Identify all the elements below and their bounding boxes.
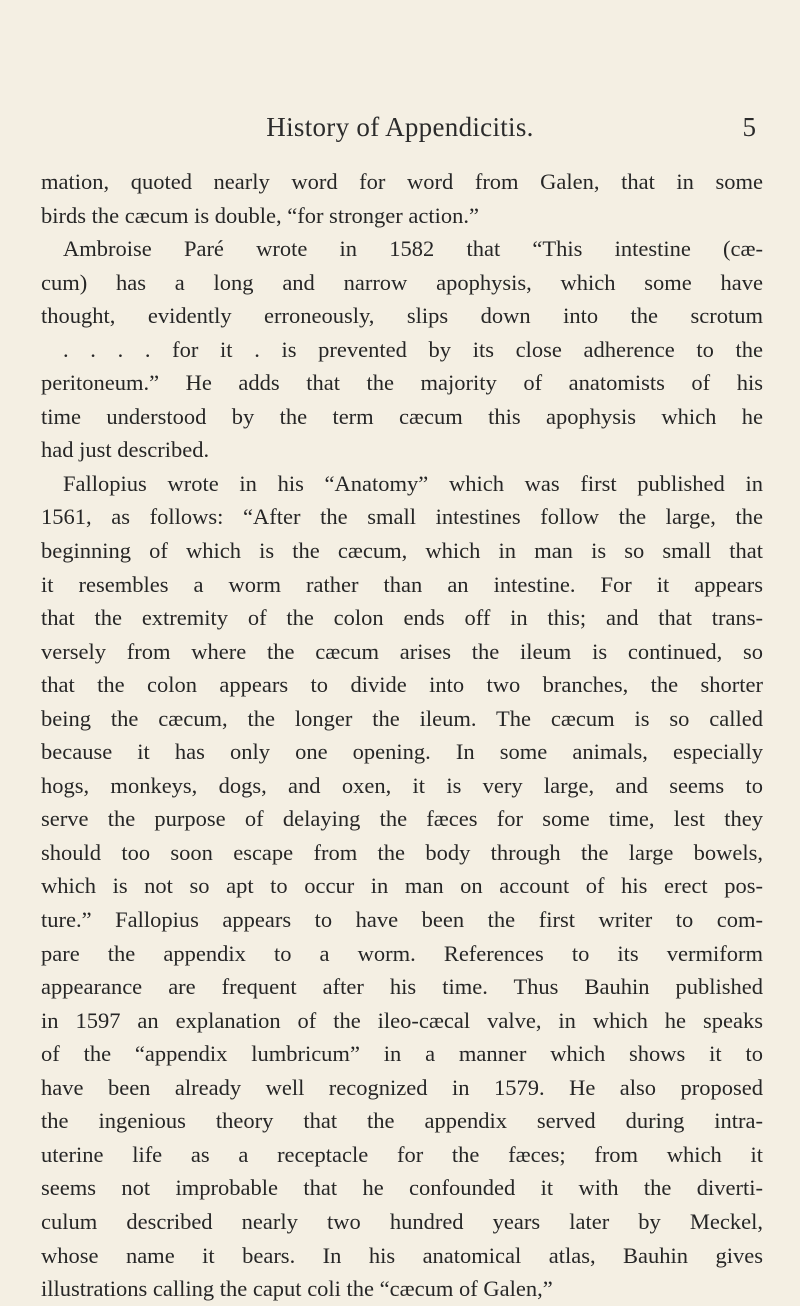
text-line: ture.” Fallopius appears to have been the first writer to com-	[41, 907, 763, 933]
text-line: illustrations calling the caput coli the “cæcum of Galen,”	[41, 1276, 553, 1302]
page-header	[40, 112, 760, 152]
text-line: it resembles a worm rather than an intestine. For it appears	[41, 571, 763, 597]
text-line: the ingenious theory that the appendix served during intra-	[41, 1108, 763, 1134]
text-line: peritoneum.” He adds that the majority of anatomists of his	[41, 370, 763, 396]
text-line: hogs, monkeys, dogs, and oxen, it is very large, and seems to	[41, 772, 763, 798]
text-line: have been already well recognized in 1579. He also proposed	[41, 1074, 763, 1100]
text-line: whose name it bears. In his anatomical atlas, Bauhin gives	[41, 1242, 763, 1268]
text-line: Fallopius wrote in his “Anatomy” which was first published in	[63, 470, 763, 496]
body-text	[41, 165, 763, 1306]
text-line: birds the cæcum is double, “for stronger action.”	[41, 202, 480, 228]
text-line: seems not improbable that he confounded it with the diverti-	[41, 1175, 763, 1201]
text-line: Ambroise Paré wrote in 1582 that “This intestine (cæ-	[63, 236, 763, 262]
text-line: which is not so apt to occur in man on account of his erect pos-	[41, 873, 763, 899]
text-line: 1561, as follows: “After the small intestines follow the large, the	[41, 504, 763, 530]
text-line: culum described nearly two hundred years later by Meckel,	[41, 1208, 763, 1234]
page-number: 5	[742, 112, 756, 142]
text-line: beginning of which is the cæcum, which in man is so small that	[41, 538, 763, 564]
running-head: History of Appendicitis.	[266, 112, 534, 142]
text-line: pare the appendix to a worm. References to its vermiform	[41, 940, 763, 966]
text-line: . . . . for it . is prevented by its close adherence to the	[63, 336, 763, 362]
text-line: being the cæcum, the longer the ileum. The cæcum is so called	[41, 705, 763, 731]
text-line: because it has only one opening. In some animals, especially	[41, 739, 763, 765]
text-line: that the extremity of the colon ends off in this; and that trans-	[41, 605, 763, 631]
text-line: had just described.	[41, 437, 210, 463]
text-line: thought, evidently erroneously, slips down into the scrotum	[41, 303, 763, 329]
text-line: uterine life as a receptacle for the fæces; from which it	[41, 1141, 763, 1167]
text-line: serve the purpose of delaying the fæces for some time, lest they	[41, 806, 763, 832]
text-line: in 1597 an explanation of the ileo-cæcal valve, in which he speaks	[41, 1007, 763, 1033]
text-line: time understood by the term cæcum this apophysis which he	[41, 403, 763, 429]
text-line: should too soon escape from the body through the large bowels,	[41, 839, 763, 865]
text-line: cum) has a long and narrow apophysis, which some have	[41, 269, 763, 295]
text-line: versely from where the cæcum arises the ileum is continued, so	[41, 638, 763, 664]
text-line: that the colon appears to divide into two branches, the shorter	[41, 672, 763, 698]
text-line: mation, quoted nearly word for word from Galen, that in some	[41, 169, 763, 194]
text-line: of the “appendix lumbricum” in a manner which shows it to	[41, 1041, 763, 1067]
text-line: appearance are frequent after his time. Thus Bauhin published	[41, 974, 763, 1000]
